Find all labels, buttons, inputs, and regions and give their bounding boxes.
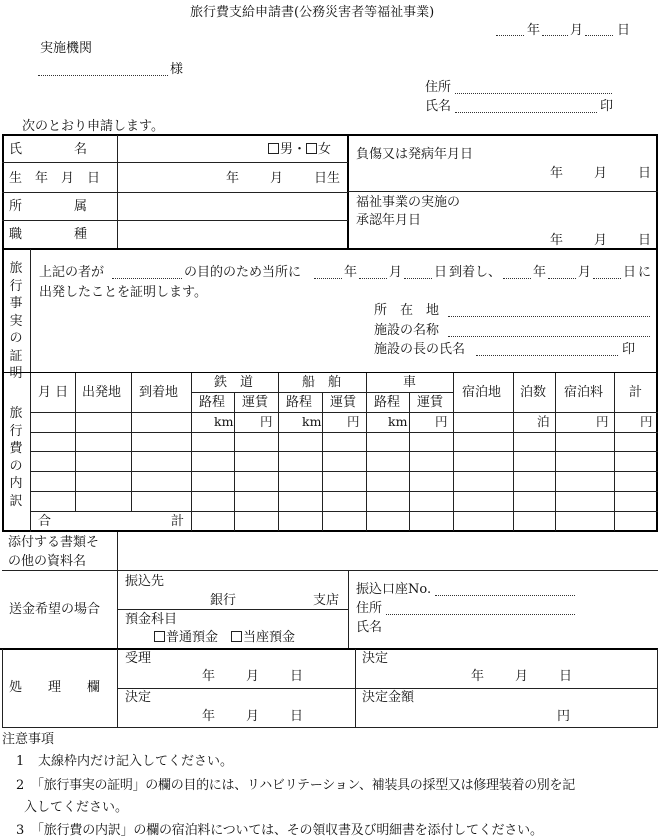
- received-day: 日: [290, 669, 304, 684]
- header-year-label: 年: [527, 23, 541, 38]
- col-nights: 泊数: [520, 385, 547, 400]
- col-arrival: 到着地: [139, 385, 179, 400]
- unit-lodging-yen: 円: [596, 414, 609, 429]
- decision-month: 月: [246, 709, 260, 724]
- unit-nights: 泊: [537, 414, 550, 429]
- purpose-field[interactable]: [112, 278, 182, 279]
- female-checkbox[interactable]: [306, 143, 317, 154]
- remittance-label: 送金希望の場合: [9, 602, 101, 617]
- col-lodging-fee: 宿泊料: [564, 385, 604, 400]
- attachments-label-2: の他の資料名: [8, 554, 87, 569]
- departure-month: 月: [578, 265, 592, 280]
- received-year: 年: [202, 669, 216, 684]
- attachments-label-1: 添付する書類そ: [8, 535, 100, 550]
- decision2-day: 日: [559, 669, 573, 684]
- proof-line1-d: に: [638, 265, 652, 280]
- unit-total-yen: 円: [640, 414, 653, 429]
- note-1-text: 太線枠内だけ記入してください。: [38, 754, 234, 769]
- col-ship-fare: 運賃: [330, 395, 357, 410]
- ordinary-checkbox[interactable]: [154, 631, 165, 642]
- remit-address-label: 住所: [356, 601, 383, 616]
- note-2-text: 「旅行事実の証明」の欄の目的には、リハビリテーション、補装具の採型又は修理装着の別を記: [31, 778, 575, 793]
- female-label: 女: [318, 142, 332, 157]
- gender-separator: ・: [293, 142, 307, 157]
- decision-label-right: 決定: [362, 651, 389, 666]
- decision-amount-yen: 円: [557, 709, 571, 724]
- breakdown-section-label: 旅行費の内訳: [9, 406, 23, 509]
- arrival-year: 年: [344, 265, 358, 280]
- birth-date-label: 生 年 月 日: [9, 171, 101, 186]
- decision2-year: 年: [471, 669, 485, 684]
- injury-year: 年: [550, 166, 564, 181]
- col-total: 計: [629, 385, 643, 400]
- note-2-text-cont: 入してください。: [24, 800, 129, 815]
- director-seal: 印: [622, 342, 636, 357]
- agency-field[interactable]: [38, 75, 168, 76]
- requester-name-field[interactable]: [455, 112, 597, 113]
- injury-day: 日: [638, 166, 652, 181]
- note-2-num: 2: [16, 778, 25, 793]
- col-rail-fare: 運賃: [242, 395, 269, 410]
- injury-month: 月: [594, 166, 608, 181]
- injury-date-label: 負傷又は発病年月日: [356, 147, 474, 162]
- account-type-selector[interactable]: [154, 631, 295, 644]
- departure-day: 日: [623, 265, 637, 280]
- male-label: 男: [280, 142, 294, 157]
- main-frame: [2, 134, 658, 532]
- birth-month: 月: [270, 171, 284, 186]
- unit-rail-yen: 円: [260, 414, 273, 429]
- approval-year: 年: [550, 233, 564, 248]
- branch-label: 支店: [313, 593, 340, 608]
- proof-line2: 出発したことを証明します。: [39, 285, 207, 300]
- account-no-field[interactable]: [435, 595, 575, 596]
- facility-name-field[interactable]: [448, 336, 650, 337]
- received-label: 受理: [125, 651, 152, 666]
- col-ship: 船 舶: [302, 375, 342, 390]
- request-text: 次のとおり申請します。: [22, 119, 164, 134]
- applicant-name-label: 氏 名: [9, 142, 88, 157]
- decision-label-left: 決定: [125, 690, 152, 705]
- decision-day: 日: [290, 709, 304, 724]
- header-day-label: 日: [617, 23, 631, 38]
- note-3-text: 「旅行費の内訳」の欄の宿泊料については、その領収書及び明細書を添付してください。: [31, 823, 543, 838]
- account-no-label: 振込口座No.: [356, 582, 432, 597]
- col-rail-route: 路程: [199, 395, 226, 410]
- note-1-num: 1: [16, 754, 25, 769]
- col-car-fare: 運賃: [417, 395, 444, 410]
- decision-year: 年: [202, 709, 216, 724]
- approval-label-1: 福祉事業の実施の: [356, 195, 461, 210]
- facility-location-field[interactable]: [448, 316, 650, 317]
- unit-car-km: km: [388, 414, 408, 429]
- approval-month: 月: [594, 233, 608, 248]
- requester-name-label: 氏名: [425, 99, 452, 114]
- note-3-num: 3: [16, 823, 25, 838]
- departure-year: 年: [533, 265, 547, 280]
- facility-name-label: 施設の名称: [374, 323, 440, 338]
- document-title: 旅行費支給申請書(公務災害者等福祉事業): [190, 5, 435, 20]
- unit-rail-km: km: [214, 414, 234, 429]
- current-checkbox[interactable]: [231, 631, 242, 642]
- honorific: 様: [170, 62, 184, 77]
- proof-section-label: 旅行事実の証明: [9, 261, 23, 381]
- col-railway: 鉄 道: [214, 375, 254, 390]
- arrival-day: 日: [434, 265, 448, 280]
- remit-address-field[interactable]: [386, 614, 575, 615]
- bank-label: 銀行: [210, 593, 237, 608]
- birth-day: 日生: [314, 171, 341, 186]
- director-name-label: 施設の長の氏名: [374, 342, 466, 357]
- proof-line1-c: 到着し、: [449, 265, 502, 280]
- arrival-month: 月: [389, 265, 403, 280]
- col-date: 月 日: [38, 385, 69, 400]
- col-car: 車: [403, 375, 417, 390]
- requester-address-label: 住所: [425, 80, 452, 95]
- agency-label: 実施機関: [40, 41, 93, 56]
- ordinary-label: 普通預金: [166, 630, 219, 645]
- current-label: 当座預金: [243, 630, 296, 645]
- total-left: 合: [38, 514, 52, 529]
- col-lodging-place: 宿泊地: [462, 385, 502, 400]
- proof-line1-b: の目的のため当所に: [184, 265, 302, 280]
- account-type-label: 預金科目: [125, 612, 178, 627]
- remit-name-label: 氏名: [356, 620, 383, 635]
- affiliation-label: 所 属: [9, 199, 88, 214]
- proof-line1-a: 上記の者が: [39, 265, 105, 280]
- col-ship-route: 路程: [286, 395, 313, 410]
- position-label: 職 種: [9, 227, 88, 242]
- col-car-route: 路程: [374, 395, 401, 410]
- total-right: 計: [171, 514, 185, 529]
- requester-address-field[interactable]: [455, 93, 612, 94]
- decision-amount-label: 決定金額: [362, 690, 415, 705]
- approval-day: 日: [638, 233, 652, 248]
- destination-label: 振込先: [125, 574, 165, 589]
- col-departure: 出発地: [82, 385, 122, 400]
- director-name-field[interactable]: [476, 355, 618, 356]
- unit-car-yen: 円: [435, 414, 448, 429]
- received-month: 月: [246, 669, 260, 684]
- requester-seal: 印: [600, 99, 614, 114]
- header-month-label: 月: [570, 23, 584, 38]
- notes-title: 注意事項: [2, 732, 55, 747]
- gender-selector[interactable]: [268, 143, 331, 156]
- unit-ship-yen: 円: [347, 414, 360, 429]
- decision2-month: 月: [515, 669, 529, 684]
- male-checkbox[interactable]: [268, 143, 279, 154]
- approval-label-2: 承認年月日: [356, 213, 422, 228]
- facility-location-label: 所 在 地: [374, 303, 440, 318]
- birth-year: 年: [226, 171, 240, 186]
- unit-ship-km: km: [302, 414, 322, 429]
- processing-label: 処 理 欄: [9, 680, 101, 695]
